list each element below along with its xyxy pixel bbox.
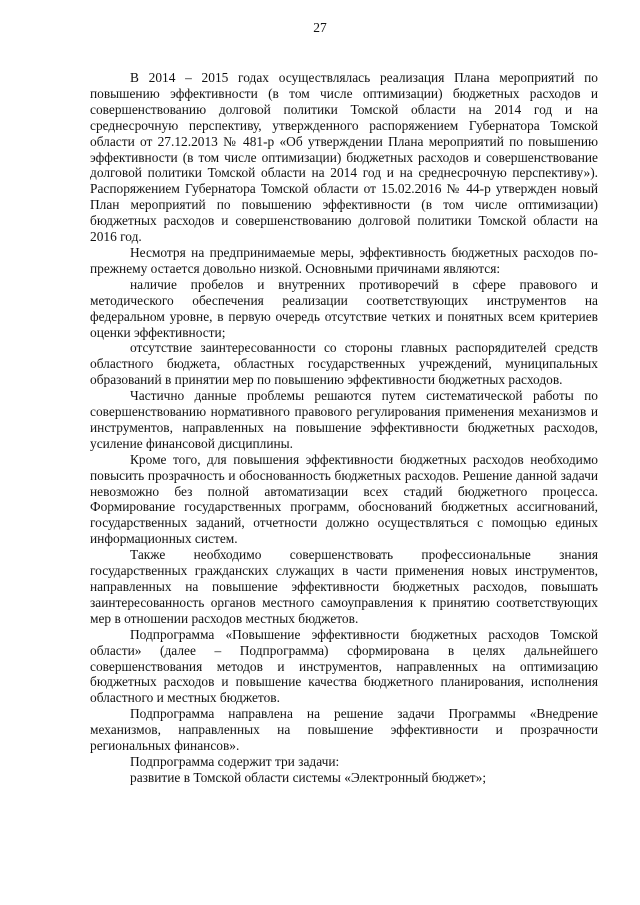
paragraph-subprogram-aimed: Подпрограмма направлена на решение задачи Программы «Внедрение механизмов, направленных на повышение эффективности и прозрачности региональных финансов». <box>90 706 598 754</box>
paragraph-reason-disinterest: отсутствие заинтересованности со стороны главных распорядителей средств областного бюджета, областных государственных учреждений, муниципальных образований в принятии мер по повышению эффективности бюджетных расходов. <box>90 340 598 388</box>
paragraph-transparency: Кроме того, для повышения эффективности бюджетных расходов необходимо повысить прозрачность и обоснованность бюджетных расходов. Решение данной задачи невозможно без полной автоматизации всех стадий бюджетного процесса. Формирование государственных программ, обоснований бюджетных ассигнований, государственных заданий, отчетности должно осуществляться с помощью единых информационных систем. <box>90 451 598 547</box>
paragraph-efficiency-low: Несмотря на предпринимаемые меры, эффективность бюджетных расходов по-прежнему остается довольно низкой. Основными причинами являются: <box>90 244 598 276</box>
paragraph-subprogram-tasks: Подпрограмма содержит три задачи: <box>130 753 340 769</box>
paragraph-subprogram-formed: Подпрограмма «Повышение эффективности бюджетных расходов Томской области» (далее – Подпрограмма) сформирована в целях дальнейшего совершенствования методов и инструментов, направленных на оптимизацию бюджетных расходов и повышение качества бюджетного планирования, исполнения областного и местных бюджетов. <box>90 626 598 706</box>
paragraph-plan-history: В 2014 – 2015 годах осуществлялась реализация Плана мероприятий по повышению эффективности (в том числе оптимизации) бюджетных расходов и совершенствованию долговой политики Томской области на 2014 год и на среднесрочную перспективу, утвержденного распоряжением Губернатора Томской области от 27.12.2013 № 481-р «Об утверждении Плана мероприятий по повышению эффективности (в том числе оптимизации) бюджетных расходов и совершенствование долговой политики Томской области на 2014 год и на среднесрочную перспективу»). Распоряжением Губернатора Томской области от 15.02.2016 № 44-р утвержден новый План мероприятий по повышению эффективности (в том числе оптимизации) бюджетных расходов и совершенствованию долговой политики Томской области на 2016 год. <box>90 70 598 245</box>
document-body <box>90 70 598 786</box>
paragraph-task-electronic-budget: развитие в Томской области системы «Электронный бюджет»; <box>130 769 487 785</box>
paragraph-partial-solution: Частично данные проблемы решаются путем систематической работы по совершенствованию нормативного правового регулирования применения механизмов и инструментов, направленных на повышение эффективности бюджетных расходов, усиление финансовой дисциплины. <box>90 388 598 451</box>
paragraph-professional-skills: Также необходимо совершенствовать профессиональные знания государственных гражданских служащих в части применения новых инструментов, направленных на повышение эффективности бюджетных расходов, повышать заинтересованность органов местного самоуправления к принятию соответствующих мер в отношении расходов местных бюджетов. <box>90 547 598 626</box>
page-number: 27 <box>313 20 327 35</box>
paragraph-reason-gaps: наличие пробелов и внутренних противоречий в сфере правового и методического обеспечения реализации соответствующих инструментов на федеральном уровне, в первую очередь отсутствие четких и понятных всем критериев оценки эффективности; <box>90 276 598 340</box>
